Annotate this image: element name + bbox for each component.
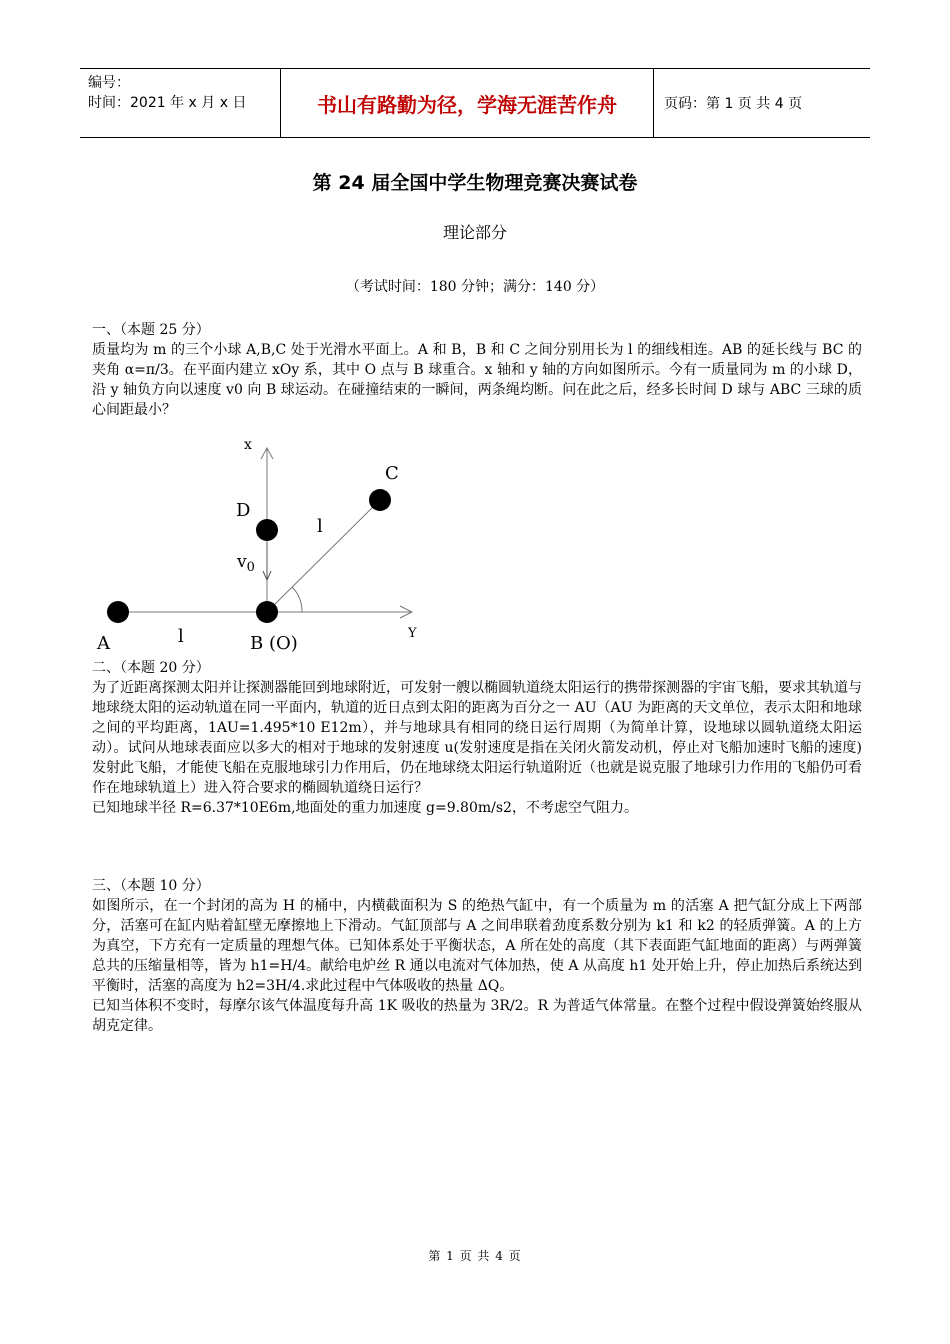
angle-arc [292,587,302,612]
question-3-given: 已知当体积不变时，每摩尔该气体温度每升高 1K 吸收的热量为 3R/2。R 为普适气体常量。在整个过程中假设弹簧始终服从胡克定律。 [92,998,862,1034]
ball-b [256,601,278,623]
label-a: A [97,633,110,654]
question-3-heading: 三、（本题 10 分） [92,878,210,894]
page-header [80,68,870,138]
figure-ball-diagram [92,432,432,657]
ball-c [369,489,391,511]
question-2-body: 为了近距离探测太阳并让探测器能回到地球附近，可发射一艘以椭圆轨道绕太阳运行的携带探测器的宇宙飞船，要求其轨道与地球绕太阳的运动轨道在同一平面内，轨道的近日点到太阳的距离为百分之一 AU（AU 为距离的天文单位，表示太阳和地球之间的平均距离，1AU=1.495*10 E12m），并与地球具有相同的绕日运行周期（为简单计算，设地球以圆轨道绕太阳运动）。试问从地球表面应以多大的相对于地球的发射速度 u(发射速度是指在关闭火箭发动机，停止对飞船加速时飞船的速度)发射此飞船，才能使飞船在克服地球引力作用后，仍在地球绕太阳运行轨道附近（也就是说克服了地球引力作用的飞船仍可看作在地球轨道上）进入符合要求的椭圆轨道绕日运行？ [92,680,862,796]
header-motto: 书山有路勤为径，学海无涯苦作舟 [317,92,617,117]
label-v-sub: 0 [246,560,255,575]
page-footer: 第 1 页 共 4 页 [428,1249,522,1263]
header-number: 编号： [88,75,130,91]
question-2 [92,658,862,818]
question-2-given: 已知地球半径 R=6.37*10E6m,地面处的重力加速度 g=9.80m/s2，不考虑空气阻力。 [92,800,638,816]
label-l-bc: l [317,516,323,537]
x-axis-label: x [244,437,252,453]
header-motto-cell [280,69,654,137]
document-subtitle: 理论部分 [442,223,507,242]
ball-d [256,519,278,541]
label-l-ab: l [178,626,184,647]
label-v0 [236,552,255,575]
ball-a [107,601,129,623]
string-bc [267,500,380,612]
question-1-heading: 一、（本题 25 分） [92,322,210,338]
question-3-body: 如图所示，在一个封闭的高为 H 的桶中，内横截面积为 S 的绝热气缸中，有一个质量为 m 的活塞 A 把气缸分成上下两部分，活塞可在缸内贴着缸壁无摩擦地上下滑动。气缸顶部与 A 之间串联着劲度系数分别为 k1 和 k2 的轻质弹簧。A 的上方为真空，下方充有一定质量的理想气体。已知体系处于平衡状态，A 所在处的高度（其下表面距气缸地面的距离）与两弹簧总共的压缩量相等，皆为 h1=H/4。献给电炉丝 R 通以电流对气体加热，使 A 从高度 h1 处开始上升，停止加热后系统达到平衡时，活塞的高度为 h2=3H/4.求此过程中气体吸收的热量 ΔQ。 [92,898,862,994]
header-meta [80,69,280,137]
document-title: 第 24 届全国中学生物理竞赛决赛试卷 [312,172,638,194]
question-2-heading: 二、（本题 20 分） [92,660,210,676]
label-b: B (O) [250,633,298,654]
y-axis-label: Y [408,626,417,641]
question-1-body: 质量均为 m 的三个小球 A,B,C 处于光滑水平面上。A 和 B，B 和 C 之间分别用长为 l 的细线相连。AB 的延长线与 BC 的夹角 α=π/3。在平面内建立 xOy 系，其中 O 点与 B 球重合。x 轴和 y 轴的方向如图所示。今有一质量同为 m 的小球 D，沿 y 轴负方向以速度 v0 向 B 球运动。在碰撞结束的一瞬间，两条绳均断。问在此之后，经多长时间 D 球与 ABC 三球的质心间距最小？ [92,342,862,418]
header-page-number: 页码：第 1 页 共 4 页 [664,96,803,112]
header-time: 时间：2021 年 x 月 x 日 [88,95,247,111]
label-v: v [237,552,247,572]
exam-info: （考试时间：180 分钟；满分：140 分） [345,279,605,295]
label-d: D [236,500,251,521]
question-3 [92,876,862,1036]
label-c: C [385,463,399,484]
question-1 [92,320,862,420]
